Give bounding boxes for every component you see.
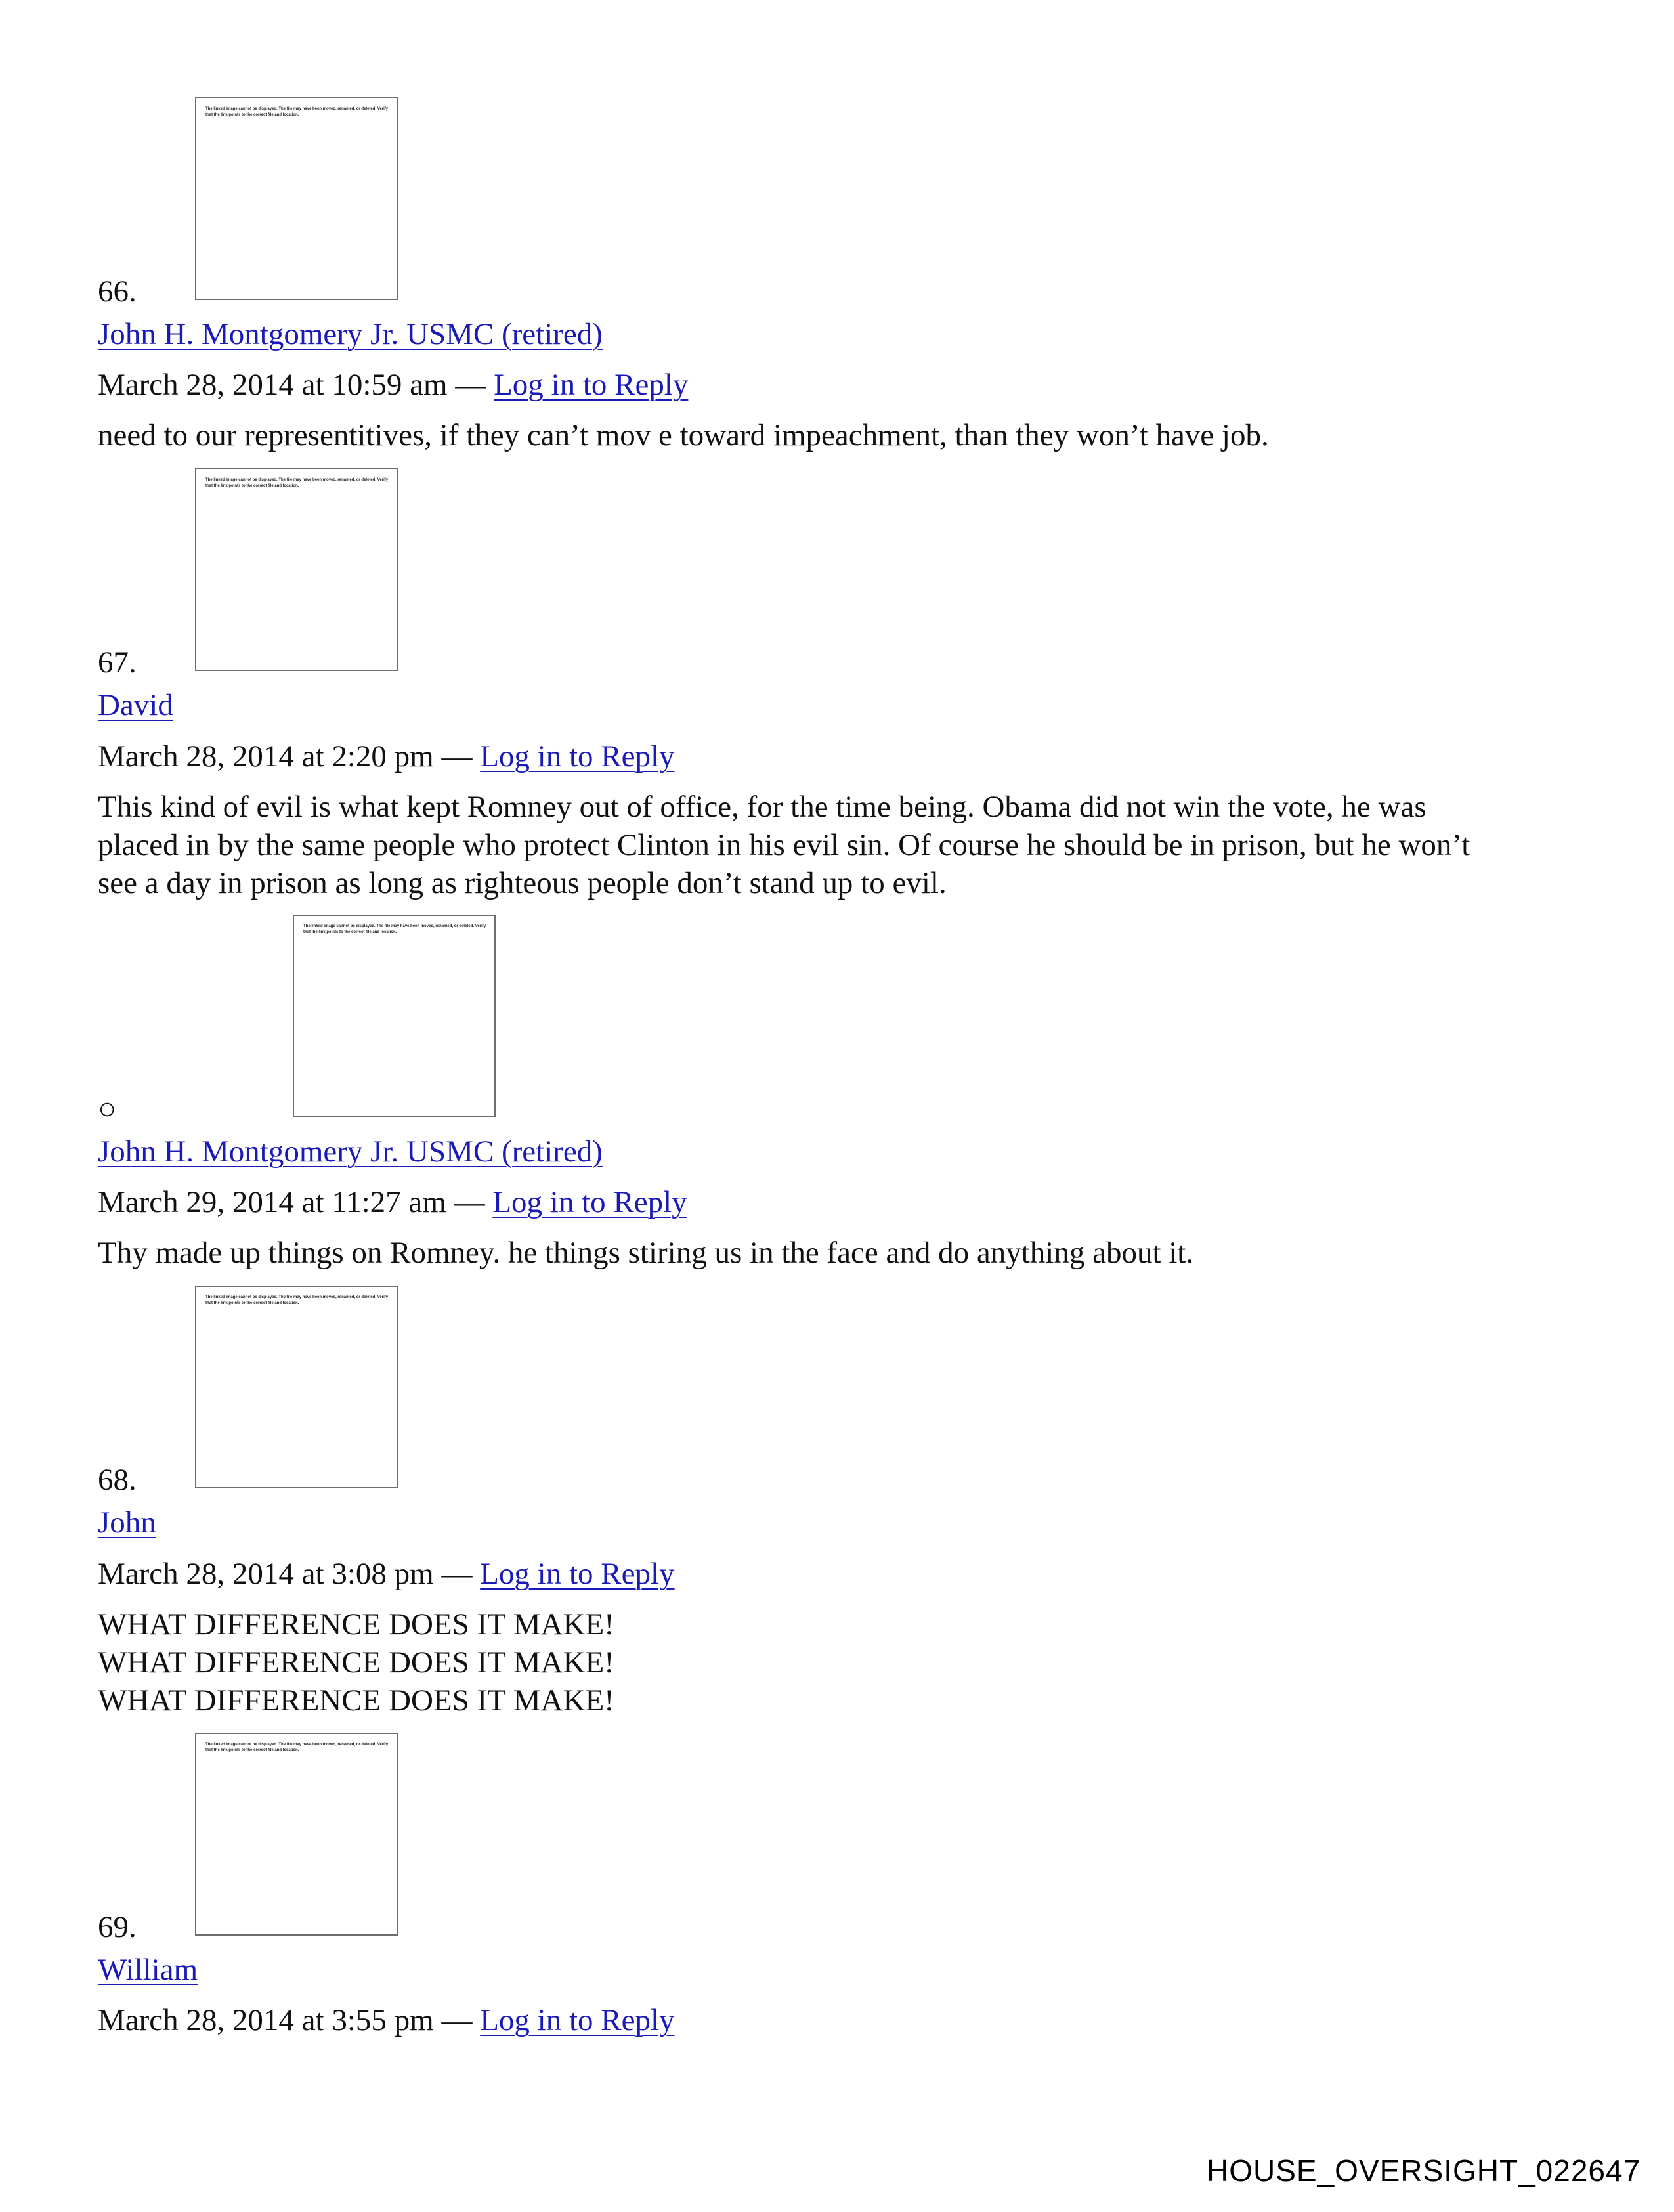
meta-separator: — [441, 2003, 473, 2037]
comment-meta [98, 1183, 687, 1221]
comment-author-link[interactable]: William [98, 1953, 198, 1987]
avatar-image-placeholder [293, 915, 496, 1117]
comment-body: Thy made up things on Romney. he things stiring us in the face and do anything about it. [98, 1236, 1194, 1270]
bates-number: HOUSE_OVERSIGHT_022647 [1207, 2154, 1641, 2188]
meta-separator: — [441, 739, 473, 773]
login-to-reply-link[interactable]: Log in to Reply [480, 2003, 675, 2037]
comment-author-link[interactable]: John H. Montgomery Jr. USMC (retired) [98, 317, 603, 351]
comment-body: WHAT DIFFERENCE DOES IT MAKE! WHAT DIFFERENCE DOES IT MAKE! WHAT DIFFERENCE DOES IT MAKE! [98, 1607, 614, 1718]
comment-date: March 28, 2014 at 10:59 am [98, 368, 448, 402]
comment-date: March 29, 2014 at 11:27 am [98, 1185, 446, 1219]
comment-meta [98, 2001, 675, 2039]
broken-image-text: The linked image cannot be displayed. The file may have been moved, renamed, or deleted. Verify that the link points to the correct file and location. [205, 107, 389, 117]
avatar-image-placeholder [195, 1733, 398, 1936]
comment-author-link[interactable]: David [98, 688, 173, 722]
comment-number: 66. [98, 274, 137, 309]
broken-image-text: The linked image cannot be displayed. The file may have been moved, renamed, or deleted. Verify that the link points to the correct file and location. [205, 1295, 389, 1305]
comment-date: March 28, 2014 at 3:08 pm [98, 1557, 434, 1591]
reply-bullet-marker: ○ [98, 1092, 117, 1126]
comment-number: 67. [98, 645, 137, 680]
comment-date: March 28, 2014 at 2:20 pm [98, 739, 434, 773]
broken-image-text: The linked image cannot be displayed. The file may have been moved, renamed, or deleted. Verify that the link points to the correct file and location. [205, 1743, 389, 1752]
comment-number: 68. [98, 1463, 137, 1497]
avatar-image-placeholder [195, 468, 398, 671]
broken-image-text: The linked image cannot be displayed. The file may have been moved, renamed, or deleted. Verify that the link points to the correct file and location. [303, 924, 486, 934]
comment-meta [98, 737, 675, 775]
login-to-reply-link[interactable]: Log in to Reply [494, 368, 689, 402]
comment-meta [98, 1555, 675, 1593]
comment-body: This kind of evil is what kept Romney out of office, for the time being. Obama did not win the vote, he was placed in by the same people who protect Clinton in his evil sin. Of course he should be in prison, but he won’t see a day in prison as long as righteous people don’t stand up to evil. [98, 790, 1470, 900]
login-to-reply-link[interactable]: Log in to Reply [492, 1185, 687, 1219]
comment-meta [98, 366, 688, 404]
meta-separator: — [455, 368, 486, 402]
comment-body: need to our representitives, if they can’t mov e toward impeachment, than they won’t have job. [98, 418, 1269, 452]
comment-author-link[interactable]: John H. Montgomery Jr. USMC (retired) [98, 1135, 603, 1169]
comment-number: 69. [98, 1910, 137, 1944]
login-to-reply-link[interactable]: Log in to Reply [480, 1557, 675, 1591]
comment-author-link[interactable]: John [98, 1506, 156, 1540]
login-to-reply-link[interactable]: Log in to Reply [480, 739, 675, 773]
meta-separator: — [441, 1557, 473, 1591]
comment-date: March 28, 2014 at 3:55 pm [98, 2003, 434, 2037]
meta-separator: — [454, 1185, 485, 1219]
broken-image-text: The linked image cannot be displayed. The file may have been moved, renamed, or deleted. Verify that the link points to the correct file and location. [205, 478, 389, 488]
avatar-image-placeholder [195, 1286, 398, 1488]
avatar-image-placeholder [195, 97, 398, 300]
